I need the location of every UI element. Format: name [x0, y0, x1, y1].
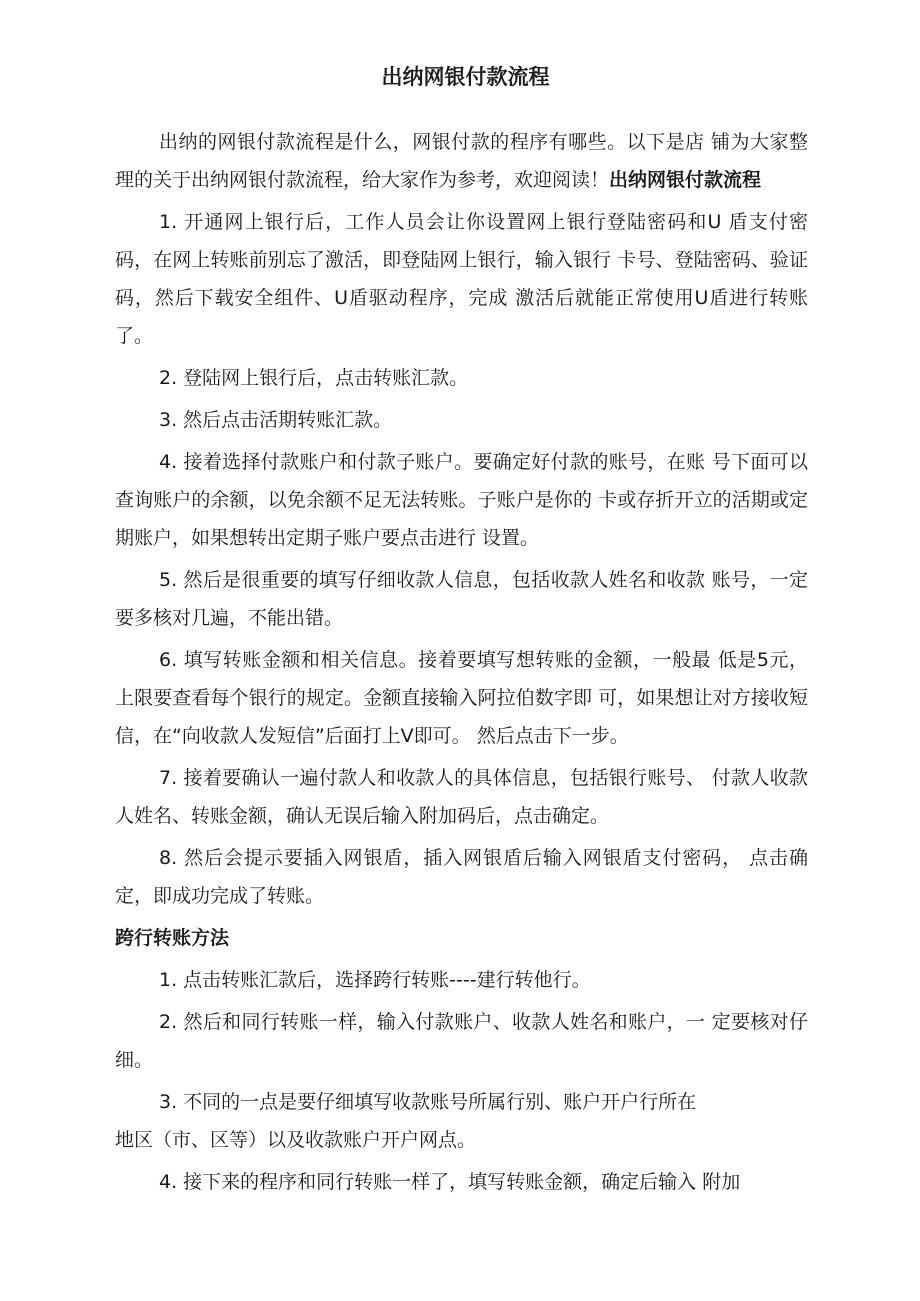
intro-paragraph: [115, 123, 808, 199]
interbank-step-1: 1. 点击转账汇款后，选择跨行转账----建行转他行。: [159, 969, 591, 991]
interbank-heading: 跨行转账方法: [115, 927, 230, 949]
interbank-step-3-line-2: 地区（市、区等）以及收款账户开户网点。: [115, 1129, 477, 1151]
interbank-step-4: 4. 接下来的程序和同行转账一样了，填写转账金额，确定后输入 附加: [159, 1171, 741, 1193]
interbank-step-3: [115, 1083, 808, 1159]
intro-bold-heading: 出纳网银付款流程: [609, 169, 762, 191]
step-paragraph-1: 1. 开通网上银行后，工作人员会让你设置网上银行登陆密码和U 盾支付密码，在网上转账前别忘了激活，即登陆网上银行，输入银行 卡号、登陆密码、验证码，然后下载安全组件、U盾驱动程序，完成 激活后就能正常使用U盾进行转账了。: [115, 211, 808, 347]
interbank-step-3-line-1: 3. 不同的一点是要仔细填写收款账号所属行别、账户开户行所在: [159, 1091, 697, 1113]
step-paragraph-3: 3. 然后点击活期转账汇款。: [159, 409, 393, 431]
step-paragraph-7: 7. 接着要确认一遍付款人和收款人的具体信息，包括银行账号、 付款人收款人姓名、转账金额，确认无误后输入附加码后，点击确定。: [115, 767, 808, 827]
interbank-step-2: 2. 然后和同行转账一样，输入付款账户、收款人姓名和账户，一 定要核对仔细。: [115, 1011, 808, 1071]
intro-text: 出纳的网银付款流程是什么，网银付款的程序有哪些。以下是店 铺为大家整理的关于出纳网银付款流程，给大家作为参考，欢迎阅读！: [115, 131, 808, 191]
step-paragraph-4: 4. 接着选择付款账户和付款子账户。要确定好付款的账号，在账 号下面可以查询账户的余额，以免余额不足无法转账。子账户是你的 卡或存折开立的活期或定期账户，如果想转出定期子账户要点击进行 设置。: [115, 451, 808, 549]
document-title: 出纳网银付款流程: [381, 65, 550, 89]
step-paragraph-8: 8. 然后会提示要插入网银盾，插入网银盾后输入网银盾支付密码， 点击确定，即成功完成了转账。: [115, 847, 808, 907]
step-paragraph-6: 6. 填写转账金额和相关信息。接着要填写想转账的金额，一般最 低是5元，上限要查看每个银行的规定。金额直接输入阿拉伯数字即 可，如果想让对方接收短信，在“向收款人发短信”后面打上V即可。 然后点击下一步。: [115, 649, 808, 747]
step-paragraph-2: 2. 登陆网上银行后，点击转账汇款。: [159, 367, 469, 389]
step-paragraph-5: 5. 然后是很重要的填写仔细收款人信息，包括收款人姓名和收款 账号，一定要多核对几遍，不能出错。: [115, 569, 808, 629]
